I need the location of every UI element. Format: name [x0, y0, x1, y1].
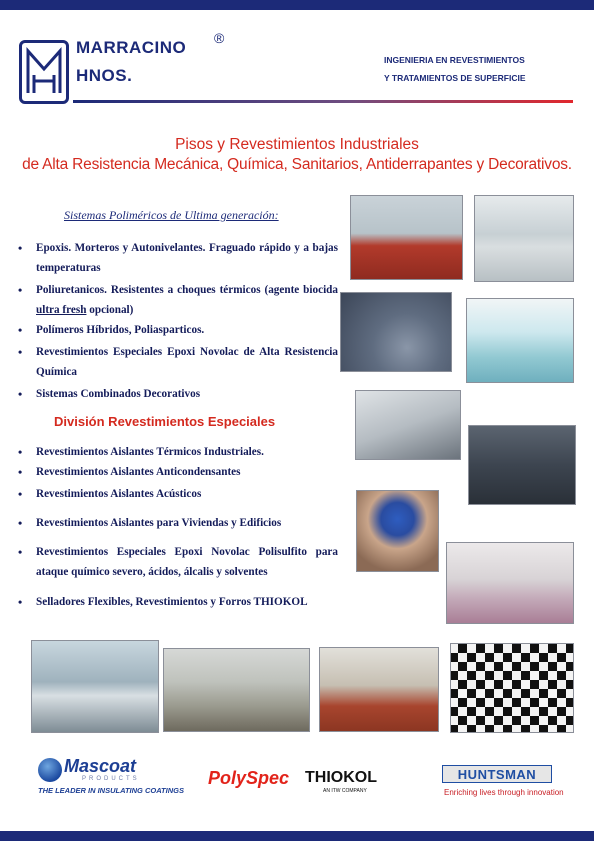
- photo-plant-interior: [466, 298, 574, 383]
- tagline-line2: Y TRATAMIENTOS DE SUPERFICIE: [384, 73, 526, 83]
- tagline-line1: INGENIERIA EN REVESTIMIENTOS: [384, 55, 525, 65]
- huntsman-logo: [442, 765, 552, 783]
- company-name-line2: HNOS.: [76, 66, 133, 85]
- photo-industrial-machinery: [468, 425, 576, 505]
- photo-red-floor-factory: [350, 195, 463, 280]
- photo-worker-hearing-protection: [356, 490, 439, 572]
- mascoat-logo: [38, 756, 184, 800]
- bullet-icon: •: [18, 323, 23, 337]
- list-item: • Epoxis. Morteros y Autonivelantes. Fraguado rápido y a bajas temperaturas: [18, 238, 338, 278]
- photo-kitchen-worker: [319, 647, 439, 732]
- bullet-icon: •: [18, 516, 23, 530]
- list-item: • Revestimientos Aislantes para Viviendas y Edificios: [18, 513, 338, 533]
- header-divider: [73, 100, 573, 103]
- mh-monogram-icon: [19, 40, 69, 104]
- list-item: • Revestimientos Aislantes Térmicos Industriales.: [18, 442, 338, 462]
- photo-insulated-pipes: [355, 390, 461, 460]
- photo-storage-tanks: [31, 640, 159, 733]
- company-name-line1: MARRACINO: [76, 38, 187, 57]
- globe-icon: [38, 758, 62, 782]
- bullet-icon: •: [18, 283, 23, 297]
- photo-clean-room-floor: [446, 542, 574, 624]
- list-item: • Revestimientos Especiales Epoxi Novolac Polisulfito para ataque químico severo, ácidos, álcalis y solventes: [18, 542, 338, 582]
- section-heading-polymer-systems: Sistemas Poliméricos de Ultima generación:: [64, 208, 279, 222]
- registered-mark: ®: [214, 30, 225, 46]
- list-item: • Sistemas Combinados Decorativos: [18, 384, 338, 404]
- thiokol-subtitle: AN ITW COMPANY: [323, 788, 367, 794]
- huntsman-name: HUNTSMAN: [457, 767, 537, 782]
- bullet-icon: •: [18, 387, 23, 401]
- thiokol-logo: THIOKOL: [305, 769, 377, 786]
- page-title-line1: Pisos y Revestimientos Industriales: [175, 136, 419, 153]
- polyspec-logo: PolySpec: [208, 768, 290, 788]
- list-item: • Revestimientos Aislantes Anticondensantes: [18, 462, 338, 482]
- page-title-line2: de Alta Resistencia Mecánica, Química, Sanitarios, Antiderrapantes y Decorativos.: [22, 156, 572, 173]
- list-item: • Selladores Flexibles, Revestimientos y Forros THIOKOL: [18, 592, 338, 612]
- bullet-icon: •: [18, 445, 23, 459]
- list-item: • Revestimientos Especiales Epoxi Novolac de Alta Resistencia Química: [18, 342, 338, 382]
- bullet-icon: •: [18, 595, 23, 609]
- list-item: • Revestimientos Aislantes Acústicos: [18, 484, 338, 504]
- mascoat-name: Mascoat: [64, 756, 137, 776]
- ultra-fresh-link[interactable]: ultra fresh: [36, 304, 87, 316]
- mascoat-tagline: THE LEADER IN INSULATING COATINGS: [38, 786, 184, 795]
- bullet-icon: •: [18, 241, 23, 255]
- bullet-icon: •: [18, 487, 23, 501]
- bullet-icon: •: [18, 465, 23, 479]
- huntsman-tagline: Enriching lives through innovation: [444, 788, 564, 797]
- bullet-icon: •: [18, 545, 23, 559]
- photo-checkered-floor: [450, 643, 574, 733]
- photo-granite-floor: [340, 292, 452, 372]
- list-item: • Poliuretanicos. Resistentes a choques térmicos (agente biocida ultra fresh opcional): [18, 280, 338, 320]
- photo-wet-warehouse-floor: [163, 648, 310, 732]
- photo-glossy-floor-hall: [474, 195, 574, 282]
- mascoat-products: PRODUCTS: [82, 776, 140, 782]
- top-band: [0, 0, 594, 10]
- list-item: • Polímeros Híbridos, Poliasparticos.: [18, 320, 338, 340]
- bottom-band: [0, 831, 594, 841]
- bullet-icon: •: [18, 345, 23, 359]
- section-heading-special-coatings: División Revestimientos Especiales: [54, 414, 276, 429]
